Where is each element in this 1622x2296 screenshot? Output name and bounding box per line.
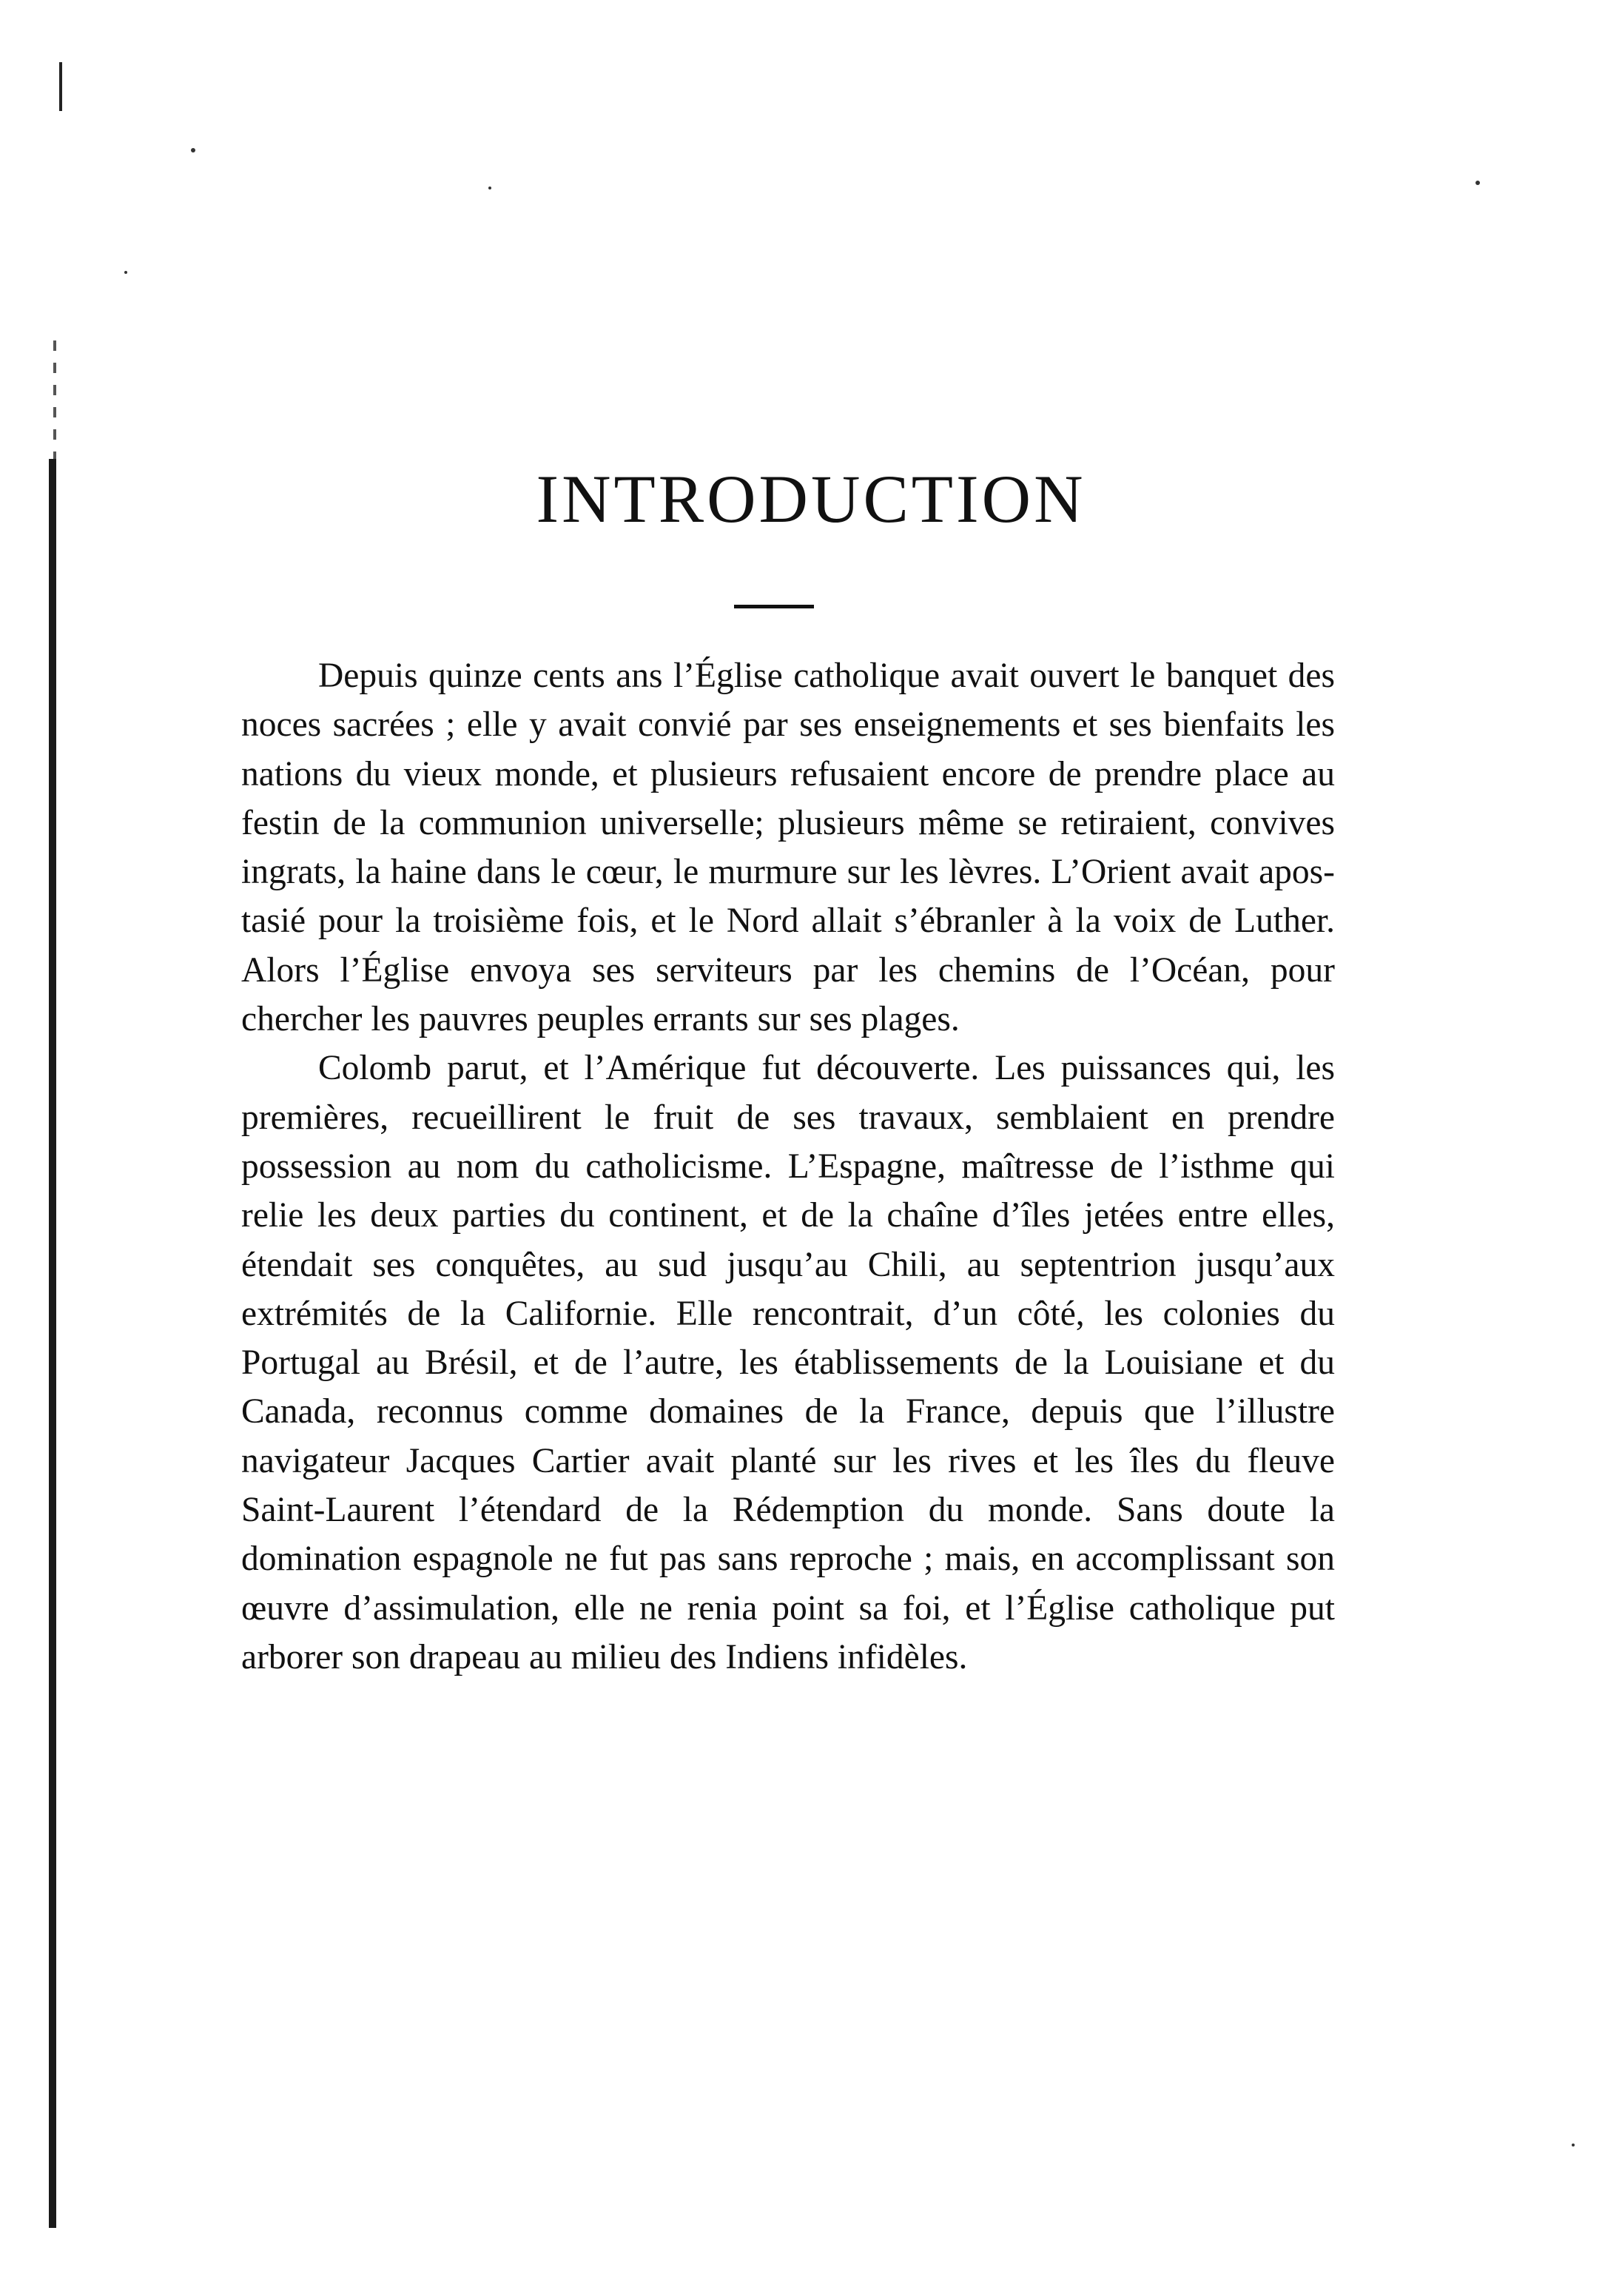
binding-edge-faint (53, 340, 56, 459)
scan-speck (1572, 2144, 1575, 2146)
scan-speck (1475, 181, 1480, 185)
scan-speck (191, 148, 195, 152)
scan-speck (488, 187, 491, 189)
binding-mark (59, 62, 62, 111)
title-rule (734, 605, 814, 608)
paragraph: Colomb parut, et l’Amérique fut découverte. Les puissances qui, les premières, recueillirent le fruit de ses travaux, semblaient en prendre possession au nom du catholicisme. L’Espagne, maîtresse de l’isthme qui relie les deux parties du continent, et de la chaîne d’îles jetées entre elles, étendait ses conquêtes, au sud jusqu’au Chili, au septentrion jusqu’aux extrémités de la Californie. Elle rencontrait, d’un côté, les colonies du Portugal au Brésil, et de l’autre, les établissements de la Louisiane et du Canada, reconnus comme domaines de la France, depuis que l’illustre navigateur Jacques Cartier avait planté sur les rives et les îles du fleuve Saint-Laurent l’étendard de la Rédemption du monde. Sans doute la domination espagnole ne fut pas sans reproche ; mais, en accomplissant son œuvre d’assimulation, elle ne renia point sa foi, et l’Église catholique put arborer son drapeau au milieu des Indiens infidèles. (241, 1049, 1335, 1676)
scan-speck (124, 271, 127, 274)
binding-edge (49, 459, 56, 2228)
page-title: INTRODUCTION (536, 461, 1086, 537)
paragraph: Depuis quinze cents ans l’Église catholique avait ouvert le banquet des noces sacrées ; elle y avait convié par ses enseignements et ses bienfaits les nations du vieux monde, et plusieurs refusaient encore de prendre place au festin de la communion universelle; plusieurs même se retiraient, convives ingrats, la haine dans le cœur, le murmure sur les lèvres. L’Orient avait apostasié pour la troisième fois, et le Nord allait s’ébranler à la voix de Luther. Alors l’Église envoya ses serviteurs par les chemins de l’Océan, pour chercher les pauvres peuples errants sur ses plages. (241, 657, 1335, 1039)
body-text (241, 651, 1335, 1682)
